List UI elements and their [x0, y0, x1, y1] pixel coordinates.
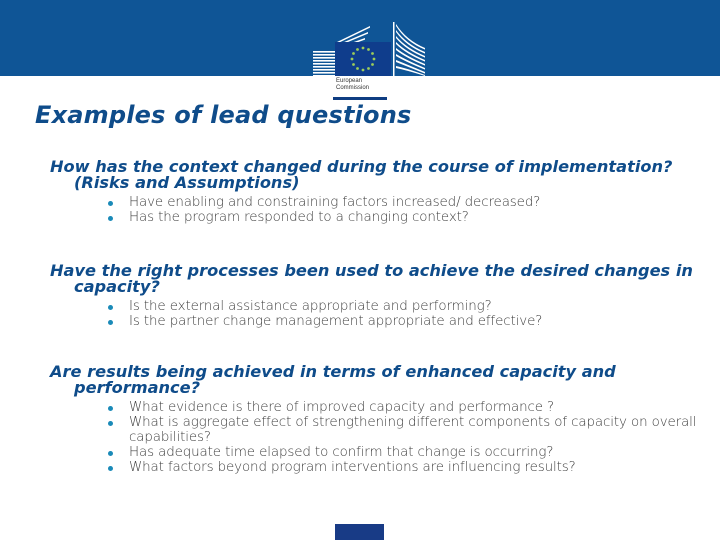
bullet-item: Has the program responded to a changing context?: [107, 210, 700, 225]
bullet-dot-icon: [108, 406, 113, 411]
logo-wordmark: [336, 78, 369, 92]
logo-accent-bar: [333, 97, 387, 100]
bullet-list: [50, 195, 700, 225]
lead-question: How has the context changed during the course of implementation? (Risks and Assumptions): [50, 157, 673, 192]
lead-question: Are results being achieved in terms of enhanced capacity and performance?: [50, 362, 616, 397]
bullet-item: What factors beyond program interventions are influencing results?: [107, 460, 700, 475]
bullet-item: Is the partner change management appropriate and effective?: [107, 314, 700, 329]
bullet-dot-icon: [108, 421, 113, 426]
bullet-dot-icon: [108, 320, 113, 325]
bullet-item: Have enabling and constraining factors increased/ decreased?: [107, 195, 700, 210]
bullet-item: Has adequate time elapsed to confirm that change is occurring?: [107, 445, 700, 460]
bullet-dot-icon: [108, 201, 113, 206]
bullet-item: What evidence is there of improved capacity and performance ?: [107, 400, 700, 415]
section-processes: [50, 263, 700, 329]
slide-title: Examples of lead questions: [35, 101, 412, 129]
european-commission-logo: [310, 10, 440, 100]
bullet-item: Is the external assistance appropriate and performing?: [107, 299, 700, 314]
section-context: [50, 159, 700, 225]
section-results: [50, 364, 700, 475]
bullet-dot-icon: [108, 216, 113, 221]
bullet-dot-icon: [108, 451, 113, 456]
bullet-dot-icon: [108, 305, 113, 310]
berlaymont-building-icon: [310, 10, 440, 100]
lead-question: Have the right processes been used to achieve the desired changes in capacity?: [50, 261, 693, 296]
bullet-dot-icon: [108, 466, 113, 471]
logo-line-2: Commission: [336, 85, 370, 91]
logo-line-1: European: [336, 78, 363, 84]
footer-accent-bar: [335, 524, 384, 540]
bullet-item: What is aggregate effect of strengthening different components of capacity on overall capabilities?: [107, 415, 700, 445]
bullet-list: [50, 400, 700, 475]
bullet-list: [50, 299, 700, 329]
